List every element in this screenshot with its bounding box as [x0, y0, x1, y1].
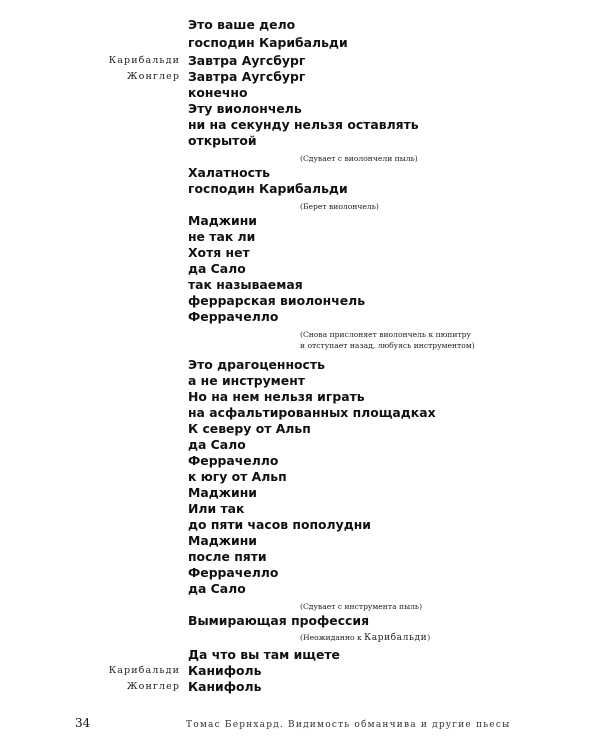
- dialogue-line: феррарская виолончель: [188, 293, 366, 308]
- speaker-name: Карибальди: [108, 665, 180, 676]
- dialogue-line: Маджини: [188, 485, 257, 500]
- dialogue-line: К северу от Альп: [188, 421, 311, 436]
- dialogue-line: не так ли: [188, 229, 256, 244]
- dialogue-line: до пяти часов пополудни: [188, 517, 371, 532]
- dialogue-line: Вымирающая профессия: [188, 613, 370, 628]
- dialogue-line: открытой: [188, 133, 257, 148]
- dialogue-line: Хотя нет: [188, 245, 250, 260]
- page-number: 34: [75, 716, 91, 730]
- dialogue-line: Завтра Аугсбург: [188, 69, 306, 84]
- stage-direction-text: (Неожиданно к: [300, 633, 365, 642]
- speaker-name: Карибальди: [108, 55, 180, 66]
- stage-direction: и отступает назад, любуясь инструментом): [300, 341, 475, 350]
- dialogue-line: на асфальтированных площадках: [188, 405, 436, 420]
- dialogue-line: конечно: [188, 85, 248, 100]
- stage-direction: (Сдувает с виолончели пыль): [300, 154, 418, 163]
- dialogue-line: Канифоль: [188, 679, 262, 694]
- dialogue-line: Это ваше дело: [188, 17, 296, 32]
- stage-direction-speaker: Карибальди: [364, 633, 428, 643]
- speaker-name: Жонглер: [126, 71, 180, 82]
- speaker-name: Жонглер: [126, 681, 180, 692]
- stage-direction: (Сдувает с инструмента пыль): [300, 602, 423, 611]
- stage-direction: [300, 632, 430, 644]
- running-head: Томас Бернхард. Видимость обманчива и другие пьесы: [186, 720, 511, 730]
- dialogue-line: Или так: [188, 501, 245, 516]
- dialogue-line: да Сало: [188, 581, 246, 596]
- dialogue-line: Завтра Аугсбург: [188, 53, 306, 68]
- dialogue-line: Феррачелло: [188, 309, 279, 324]
- dialogue-line: господин Карибальди: [188, 181, 348, 196]
- dialogue-line: после пяти: [188, 549, 267, 564]
- dialogue-line: к югу от Альп: [188, 469, 287, 484]
- stage-direction: (Берет виолончель): [300, 202, 379, 211]
- dialogue-line: так называемая: [188, 277, 303, 292]
- dialogue-line: Эту виолончель: [188, 101, 302, 116]
- dialogue-line: да Сало: [188, 261, 246, 276]
- dialogue-line: Канифоль: [188, 663, 262, 678]
- dialogue-line: Это драгоценность: [188, 357, 325, 372]
- dialogue-line: Феррачелло: [188, 565, 279, 580]
- dialogue-line: а не инструмент: [188, 373, 305, 388]
- dialogue-line: Маджини: [188, 533, 257, 548]
- stage-direction-text: ): [427, 633, 431, 642]
- dialogue-line: Да что вы там ищете: [188, 647, 340, 662]
- dialogue-line: господин Карибальди: [188, 35, 348, 50]
- dialogue-line: Маджини: [188, 213, 257, 228]
- stage-direction: (Снова прислоняет виолончель к пюпитру: [300, 330, 471, 339]
- dialogue-line: да Сало: [188, 437, 246, 452]
- dialogue-line: Но на нем нельзя играть: [188, 389, 365, 404]
- dialogue-line: Феррачелло: [188, 453, 279, 468]
- dialogue-line: Халатность: [188, 165, 270, 180]
- dialogue-line: ни на секунду нельзя оставлять: [188, 117, 419, 132]
